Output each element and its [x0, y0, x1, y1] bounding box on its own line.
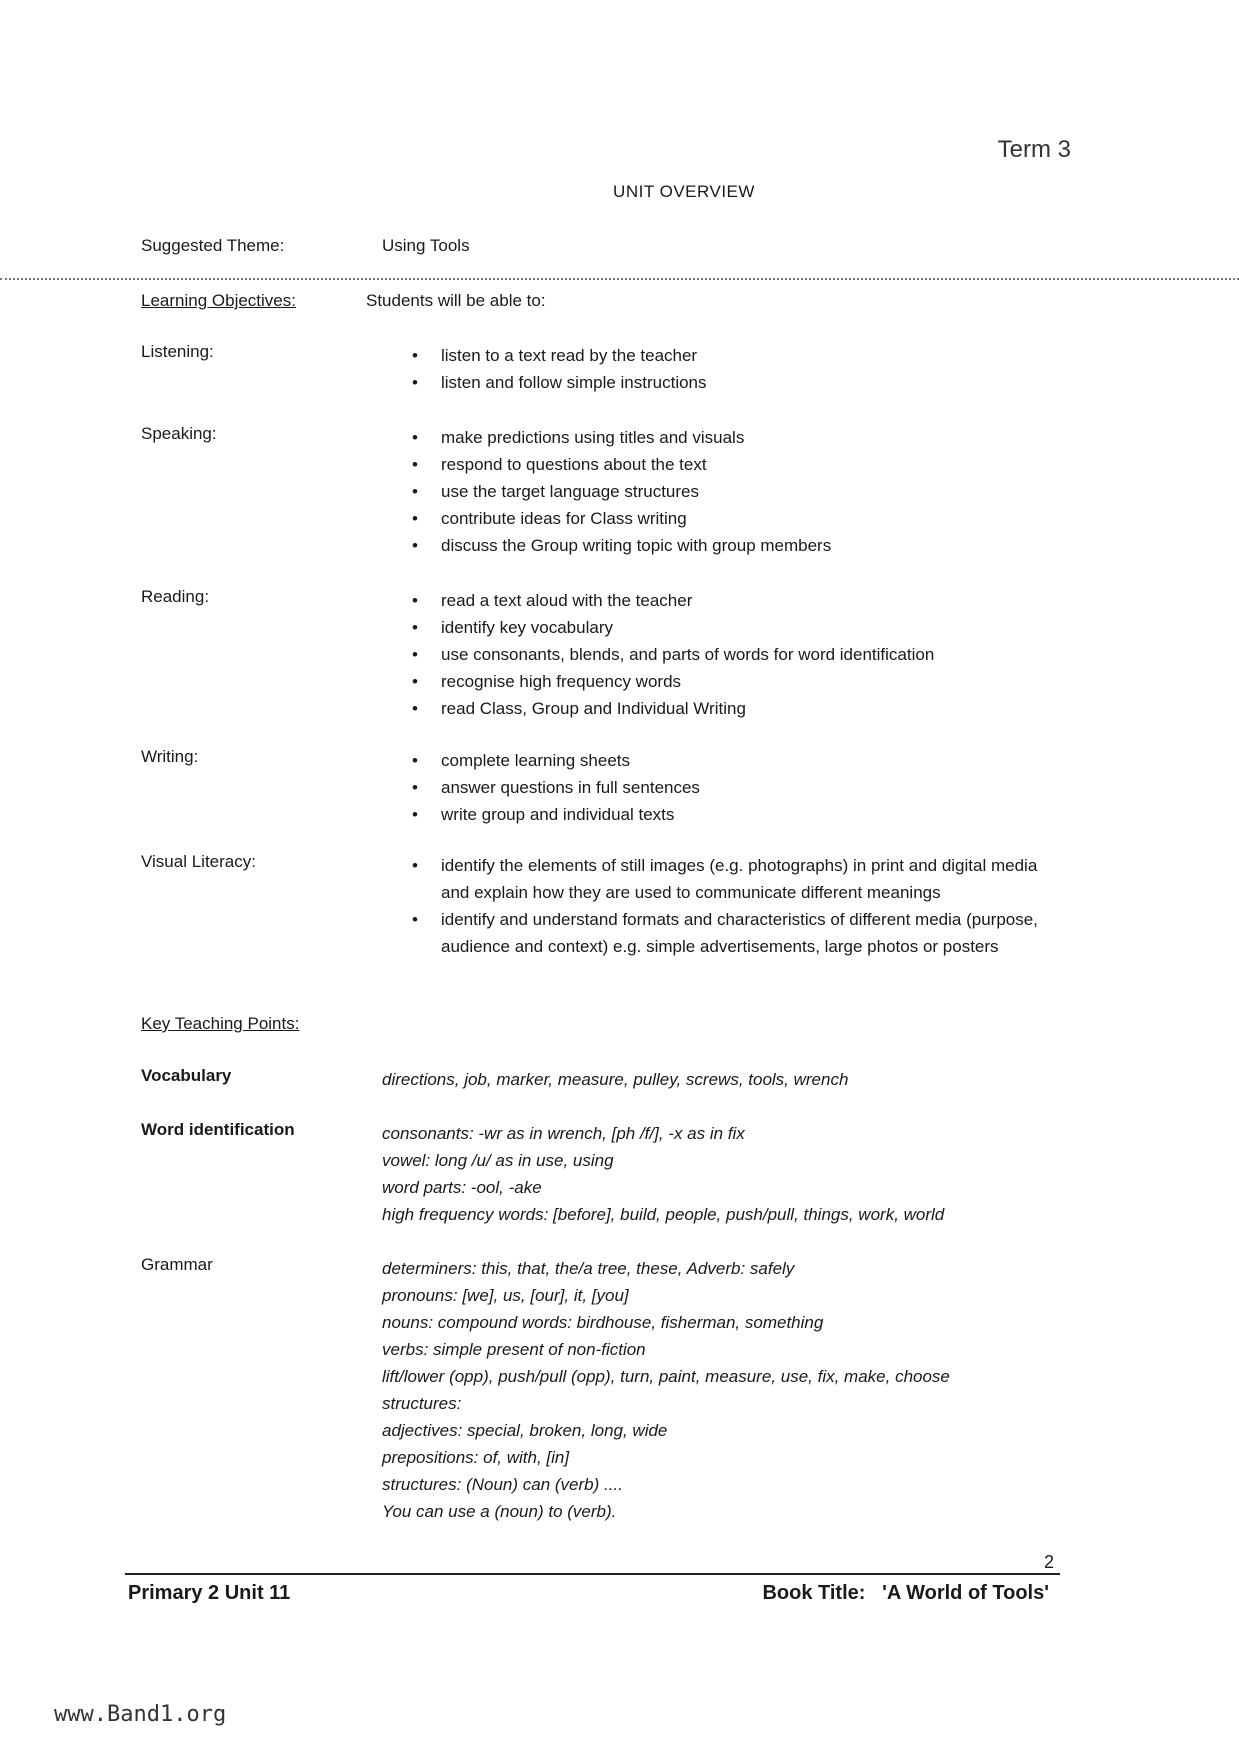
section-label-listening: Listening: — [141, 342, 214, 361]
watermark-url: www.Band1.org — [54, 1702, 227, 1727]
list-item: • identify the elements of still images (e.g. photographs) in print and digital media and explain how they are used to communicate different meanings — [412, 852, 1061, 906]
grammar-lines — [382, 1255, 950, 1525]
list-item: • read Class, Group and Individual Writing — [412, 695, 934, 722]
grammar-line: You can use a (noun) to (verb). — [382, 1502, 617, 1521]
grammar-line: determiners: this, that, the/a tree, these, Adverb: safely — [382, 1259, 795, 1278]
grammar-line: adjectives: special, broken, long, wide — [382, 1421, 668, 1440]
list-item: • complete learning sheets — [412, 747, 700, 774]
objectives-label: Learning Objectives: — [141, 291, 296, 310]
page-number: 2 — [1044, 1552, 1055, 1572]
word-id-line: word parts: -ool, -ake — [382, 1178, 542, 1197]
section-label-writing: Writing: — [141, 747, 199, 766]
grammar-line: structures: (Noun) can (verb) .... — [382, 1475, 623, 1494]
grammar-line: nouns: compound words: birdhouse, fisherman, something — [382, 1313, 824, 1332]
key-points-label: Key Teaching Points: — [141, 1014, 300, 1033]
page-title: UNIT OVERVIEW — [613, 182, 755, 201]
objectives-intro: Students will be able to: — [366, 291, 546, 310]
list-item: • answer questions in full sentences — [412, 774, 700, 801]
vocabulary-lines — [382, 1066, 848, 1093]
footer-book-title — [762, 1582, 1049, 1605]
theme-value: Using Tools — [382, 236, 470, 255]
list-item: • respond to questions about the text — [412, 451, 831, 478]
word-id-label: Word identification — [141, 1120, 295, 1139]
vocabulary-label: Vocabulary — [141, 1066, 232, 1085]
section-label-reading: Reading: — [141, 587, 210, 606]
footer-divider — [125, 1573, 1060, 1575]
grammar-line: prepositions: of, with, [in] — [382, 1448, 570, 1467]
list-item: • listen to a text read by the teacher — [412, 342, 707, 369]
list-item: • identify and understand formats and characteristics of different media (purpose, audience and context) e.g. simple advertisements, large photos or posters — [412, 906, 1061, 960]
list-item: • write group and individual texts — [412, 801, 700, 828]
speaking-list — [412, 424, 831, 559]
theme-label: Suggested Theme: — [141, 236, 285, 255]
list-item: • contribute ideas for Class writing — [412, 505, 831, 532]
divider — [0, 278, 1239, 280]
reading-list — [412, 587, 934, 722]
listening-list — [412, 342, 707, 396]
word-id-line: consonants: -wr as in wrench, [ph /f/], -x as in fix — [382, 1124, 745, 1143]
list-item: • use the target language structures — [412, 478, 831, 505]
footer-unit: Primary 2 Unit 11 — [128, 1582, 291, 1604]
book-title-label: Book Title: — [762, 1582, 866, 1604]
grammar-line: pronouns: [we], us, [our], it, [you] — [382, 1286, 629, 1305]
writing-list — [412, 747, 700, 828]
word-id-line: high frequency words: [before], build, people, push/pull, things, work, world — [382, 1205, 945, 1224]
list-item: • use consonants, blends, and parts of words for word identification — [412, 641, 934, 668]
section-label-speaking: Speaking: — [141, 424, 217, 443]
list-item: • make predictions using titles and visuals — [412, 424, 831, 451]
word-id-lines — [382, 1120, 944, 1228]
book-title-value: 'A World of Tools' — [882, 1582, 1049, 1604]
grammar-line: structures: — [382, 1394, 462, 1413]
list-item: • identify key vocabulary — [412, 614, 934, 641]
grammar-line: verbs: simple present of non-fiction — [382, 1340, 646, 1359]
vocabulary-line: directions, job, marker, measure, pulley, screws, tools, wrench — [382, 1070, 849, 1089]
visual-literacy-list — [412, 852, 1061, 960]
grammar-label: Grammar — [141, 1255, 213, 1274]
list-item: • read a text aloud with the teacher — [412, 587, 934, 614]
grammar-line: lift/lower (opp), push/pull (opp), turn, paint, measure, use, fix, make, choose — [382, 1367, 950, 1386]
word-id-line: vowel: long /u/ as in use, using — [382, 1151, 614, 1170]
list-item: • listen and follow simple instructions — [412, 369, 707, 396]
section-label-visual-literacy: Visual Literacy: — [141, 852, 256, 871]
term-label: Term 3 — [997, 136, 1071, 163]
list-item: • recognise high frequency words — [412, 668, 934, 695]
list-item: • discuss the Group writing topic with group members — [412, 532, 831, 559]
